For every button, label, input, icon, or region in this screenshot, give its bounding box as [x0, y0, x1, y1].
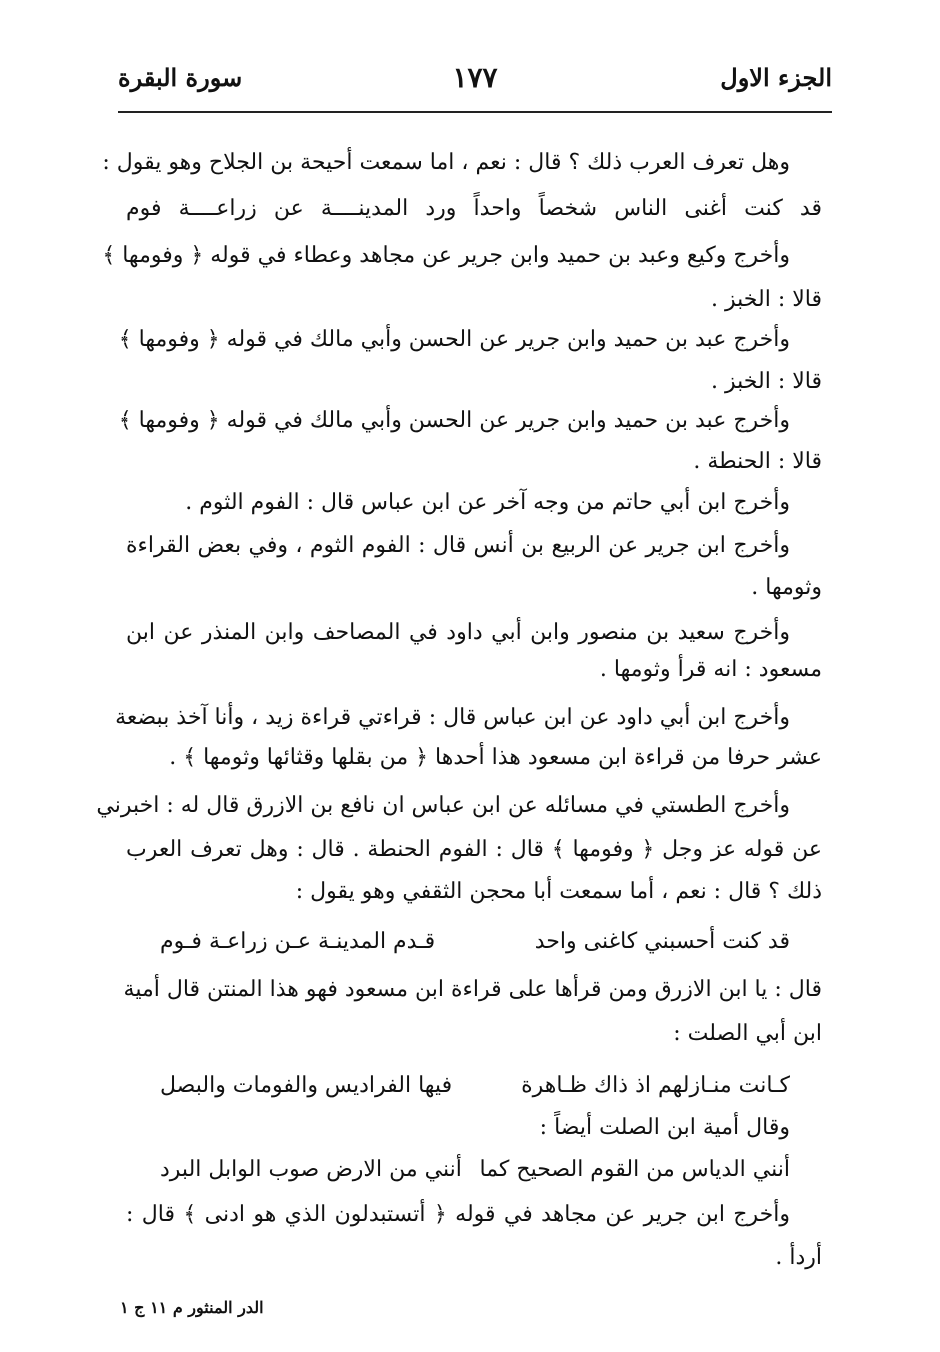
text-line: وثومها .	[751, 575, 822, 600]
text-line: ذلك ؟ قال : نعم ، أما سمعت أبا محجن الثقفي وهو يقول :	[295, 879, 822, 904]
page-number: ١٧٧	[452, 61, 498, 94]
text-line: أردأ .	[775, 1245, 822, 1270]
text-line: وقال أمية ابن الصلت أيضاً :	[539, 1115, 790, 1140]
text-line: قال : يا ابن الازرق ومن قرأها على قراءة ابن مسعود فهو هذا المنتن قال أمية	[123, 977, 822, 1002]
verse-hemistich-second: أنني من الارض صوب الوابل البرد	[160, 1157, 462, 1182]
text-line: وأخرج وكيع وعبد بن حميد وابن جرير عن مجاهد وعطاء في قوله ﴿ وفومها ﴾	[102, 243, 790, 268]
verse-hemistich-first: قد كنت أحسبني كاغنى واحد	[534, 929, 790, 954]
verse-hemistich-first: أنني الدياس من القوم الصحيح كما	[479, 1157, 790, 1182]
verse-line: قد كنت أغنى الناس شخصاً واحداً ورد المدينــــة عن زراعــــة فوم	[126, 196, 822, 221]
text-line: وأخرج ابن أبي حاتم من وجه آخر عن ابن عباس قال : الفوم الثوم .	[185, 490, 790, 515]
text-line: قالا : الحنطة .	[693, 449, 822, 474]
surah-title: سورة البقرة	[118, 63, 243, 92]
text-line: قالا : الخبز .	[711, 369, 822, 394]
text-line: قالا : الخبز .	[711, 287, 822, 312]
text-line: وأخرج عبد بن حميد وابن جرير عن الحسن وأبي مالك في قوله ﴿ وفومها ﴾	[118, 327, 790, 352]
text-line: وأخرج عبد بن حميد وابن جرير عن الحسن وأبي مالك في قوله ﴿ وفومها ﴾	[118, 408, 790, 433]
text-line: وهل تعرف العرب ذلك ؟ قال : نعم ، اما سمعت أحيحة بن الجلاح وهو يقول :	[102, 150, 790, 175]
text-line: عن قوله عز وجل ﴿ وفومها ﴾ قال : الفوم الحنطة . قال : وهل تعرف العرب	[126, 837, 822, 862]
footer-signature: الدر المنثور م ١١ ج ١	[120, 1298, 264, 1317]
volume-title: الجزء الاول	[720, 63, 832, 92]
verse-hemistich-first: كـانت منـازلهم اذ ذاك ظـاهرة	[521, 1073, 790, 1098]
text-line: عشر حرفا من قراءة ابن مسعود هذا أحدها ﴿ من بقلها وقثائها وثومها ﴾ .	[169, 745, 822, 770]
header-divider	[118, 111, 832, 113]
text-line: وأخرج ابن جرير عن الربيع بن أنس قال : الفوم الثوم ، وفي بعض القراءة	[126, 533, 790, 558]
text-line: وأخرج سعيد بن منصور وابن أبي داود في المصاحف وابن المنذر عن ابن	[126, 620, 790, 645]
text-line: ابن أبي الصلت :	[673, 1021, 822, 1046]
verse-hemistich-second: قـدم المدينـة عـن زراعـة فـوم	[160, 929, 436, 954]
text-line: وأخرج ابن أبي داود عن ابن عباس قال : قراءتي قراءة زيد ، وأنا آخذ ببضعة	[115, 705, 790, 730]
page-header	[118, 58, 832, 110]
text-line: مسعود : انه قرأ وثومها .	[599, 657, 822, 682]
text-line: وأخرج ابن جرير عن مجاهد في قوله ﴿ أتستبدلون الذي هو ادنى ﴾ قال :	[126, 1202, 790, 1227]
verse-hemistich-second: فيها الفراديس والفومات والبصل	[160, 1073, 453, 1098]
text-line: وأخرج الطستي في مسائله عن ابن عباس ان نافع بن الازرق قال له : اخبرني	[96, 793, 790, 818]
